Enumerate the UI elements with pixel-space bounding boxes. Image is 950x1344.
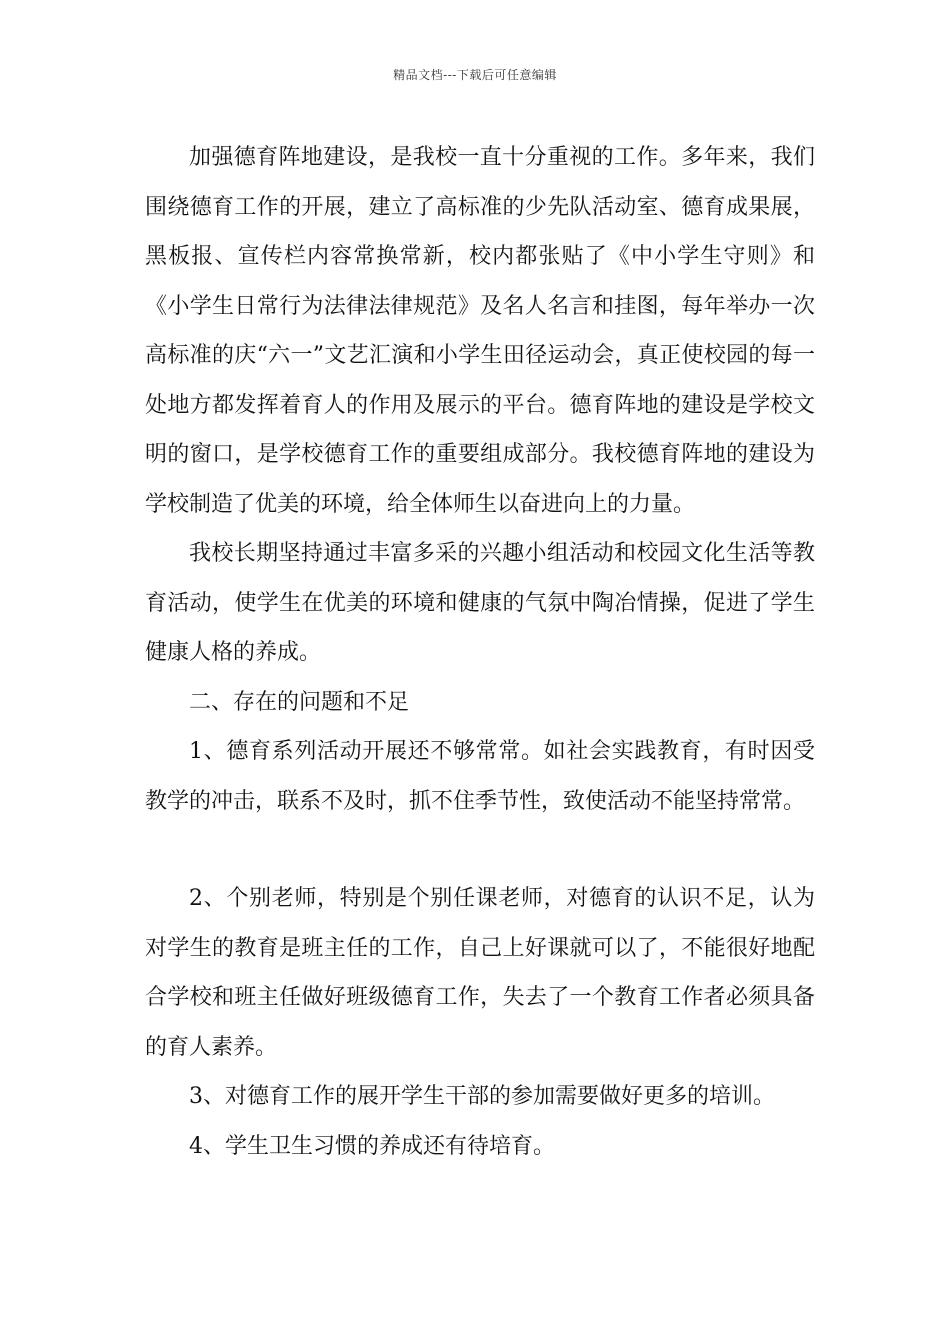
page-header: 精品文档---下载后可任意编辑 — [393, 68, 557, 82]
list-item-2: 2、个别老师，特别是个别任课老师，对德育的认识不足，认为对学生的教育是班主任的工作，自己上好课就可以了，不能很好地配合学校和班主任做好班级德育工作，失去了一个教育工作者必须具备的育人素养。 — [145, 886, 815, 1060]
section-heading-problems: 二、存在的问题和不足 — [189, 689, 410, 715]
paragraph-interest-activities: 我校长期坚持通过丰富多采的兴趣小组活动和校园文化生活等教育活动，使学生在优美的环境和健康的气氛中陶冶情操，促进了学生健康人格的养成。 — [145, 541, 815, 665]
list-item-4: 4、学生卫生习惯的养成还有待培育。 — [189, 1133, 555, 1159]
list-item-3: 3、对德育工作的展开学生干部的参加需要做好更多的培训。 — [189, 1084, 775, 1109]
paragraph-moral-education-base: 加强德育阵地建设，是我校一直十分重视的工作。多年来，我们围绕德育工作的开展，建立了高标准的少先队活动室、德育成果展，黑板报、宣传栏内容常换常新，校内都张贴了《中小学生守则》和《小学生日常行为法律法律规范》及名人名言和挂图，每年举办一次高标准的庆“六一”文艺汇演和小学生田径运动会，真正使校园的每一处地方都发挥着育人的作用及展示的平台。德育阵地的建设是学校文明的窗口，是学校德育工作的重要组成部分。我校德育阵地的建设为学校制造了优美的环境，给全体师生以奋进向上的力量。 — [145, 145, 815, 517]
document-body — [145, 133, 815, 1171]
blank-line — [145, 826, 815, 874]
list-item-1: 1、德育系列活动开展还不够常常。如社会实践教育，有时因受教学的冲击，联系不及时，抓不住季节性，致使活动不能坚持常常。 — [145, 739, 815, 814]
